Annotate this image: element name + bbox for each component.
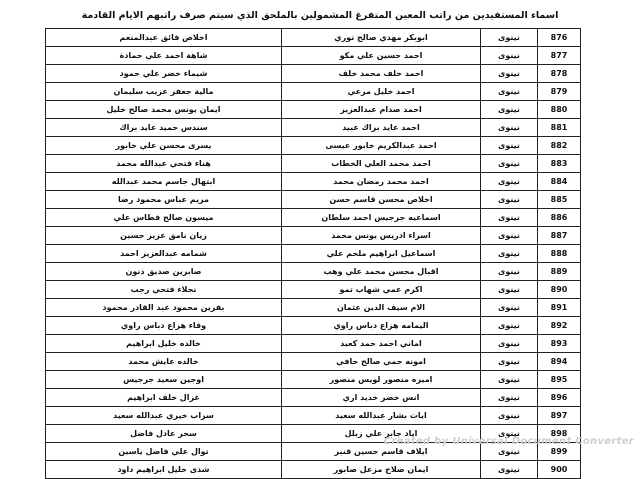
row-number: 878: [538, 65, 581, 83]
table-row: [46, 227, 581, 245]
name-cell: احمد خلف محمد خلف: [282, 65, 481, 83]
governorate-cell: نينوى: [481, 101, 538, 119]
row-number: 881: [538, 119, 581, 137]
second-name-cell: ايمان يونس محمد صالح خليل: [46, 101, 282, 119]
row-number: 880: [538, 101, 581, 119]
second-name-cell: غزال خلف ابراهيم: [46, 389, 282, 407]
row-number: 891: [538, 299, 581, 317]
governorate-cell: نينوى: [481, 209, 538, 227]
table-row: [46, 317, 581, 335]
second-name-cell: ابتهال جاسم محمد عبدالله: [46, 173, 282, 191]
name-cell: اسماعيه جرجيس احمد سلطان: [282, 209, 481, 227]
name-cell: احمد حسين علي مكو: [282, 47, 481, 65]
row-number: 896: [538, 389, 581, 407]
row-number: 897: [538, 407, 581, 425]
row-number: 885: [538, 191, 581, 209]
second-name-cell: سحر عادل فاضل: [46, 425, 282, 443]
governorate-cell: نينوى: [481, 299, 538, 317]
table-row: [46, 299, 581, 317]
name-cell: انس خضر خديد اري: [282, 389, 481, 407]
name-cell: اياد جابر علي زبلل: [282, 425, 481, 443]
second-name-cell: شذى خليل ابراهيم داود: [46, 461, 282, 479]
table-row: [46, 101, 581, 119]
table-row: [46, 281, 581, 299]
second-name-cell: شاهة احمد علي حمادة: [46, 47, 282, 65]
row-number: 900: [538, 461, 581, 479]
name-cell: ابوبكر مهدي صالح نوري: [282, 29, 481, 47]
table-row: [46, 263, 581, 281]
second-name-cell: توال علي فاضل ياسين: [46, 443, 282, 461]
name-cell: اسراء ادريس يونس محمد: [282, 227, 481, 245]
second-name-cell: صابرين صديق ذنون: [46, 263, 282, 281]
row-number: 892: [538, 317, 581, 335]
governorate-cell: نينوى: [481, 353, 538, 371]
table-row: [46, 209, 581, 227]
governorate-cell: نينوى: [481, 191, 538, 209]
table-row: [46, 83, 581, 101]
second-name-cell: مريم عباس محمود رضا: [46, 191, 282, 209]
second-name-cell: يسرى محسن علي خابور: [46, 137, 282, 155]
name-cell: احمد عايد براك عبيد: [282, 119, 481, 137]
row-number: 882: [538, 137, 581, 155]
second-name-cell: شيماء خضر علي حمود: [46, 65, 282, 83]
governorate-cell: نينوى: [481, 119, 538, 137]
name-cell: ايمان صلاح مزعل صابور: [282, 461, 481, 479]
second-name-cell: خالده عايش محمد: [46, 353, 282, 371]
beneficiaries-table: [45, 28, 581, 479]
table-row: [46, 47, 581, 65]
governorate-cell: نينوى: [481, 407, 538, 425]
second-name-cell: سندس حميد عايد براك: [46, 119, 282, 137]
table-row: [46, 371, 581, 389]
name-cell: ايلاف قاسم حسين قنبر: [282, 443, 481, 461]
second-name-cell: مالية جعفر عزيب سليمان: [46, 83, 282, 101]
name-cell: امونه حمي صالح حافي: [282, 353, 481, 371]
table-row: [46, 173, 581, 191]
second-name-cell: وفاء هزاع دباس راوي: [46, 317, 282, 335]
table-row: [46, 461, 581, 479]
table-row: [46, 191, 581, 209]
governorate-cell: نينوى: [481, 29, 538, 47]
second-name-cell: ميسون صالح فطاس علي: [46, 209, 282, 227]
governorate-cell: نينوى: [481, 281, 538, 299]
second-name-cell: اوجين سعيد جرجيس: [46, 371, 282, 389]
row-number: 886: [538, 209, 581, 227]
row-number: 898: [538, 425, 581, 443]
table-row: [46, 353, 581, 371]
table-row: [46, 137, 581, 155]
governorate-cell: نينوى: [481, 65, 538, 83]
row-number: 887: [538, 227, 581, 245]
row-number: 893: [538, 335, 581, 353]
name-cell: اكرم عمي شهاب تمو: [282, 281, 481, 299]
name-cell: اسماعيل ابراهيم ملحم علي: [282, 245, 481, 263]
governorate-cell: نينوى: [481, 335, 538, 353]
row-number: 888: [538, 245, 581, 263]
table-row: [46, 65, 581, 83]
table-row: [46, 119, 581, 137]
governorate-cell: نينوى: [481, 155, 538, 173]
second-name-cell: زيان نامق عزيز حسين: [46, 227, 282, 245]
row-number: 879: [538, 83, 581, 101]
name-cell: ايات بشار عبدالله سعيد: [282, 407, 481, 425]
second-name-cell: شمامه عبدالعزيز احمد: [46, 245, 282, 263]
row-number: 889: [538, 263, 581, 281]
governorate-cell: نينوى: [481, 227, 538, 245]
governorate-cell: نينوى: [481, 443, 538, 461]
row-number: 890: [538, 281, 581, 299]
table-row: [46, 155, 581, 173]
row-number: 899: [538, 443, 581, 461]
name-cell: احمد صدام عبدالعزيز: [282, 101, 481, 119]
name-cell: اليمامه هزاع دباس راوي: [282, 317, 481, 335]
table-row: [46, 407, 581, 425]
row-number: 883: [538, 155, 581, 173]
name-cell: اميره منصور لويس منصور: [282, 371, 481, 389]
name-cell: اقبال محسن محمد علي وهب: [282, 263, 481, 281]
name-cell: الام سيف الدين عثمان: [282, 299, 481, 317]
governorate-cell: نينوى: [481, 371, 538, 389]
table-row: [46, 29, 581, 47]
name-cell: احمد محمد رمضان محمد: [282, 173, 481, 191]
row-number: 884: [538, 173, 581, 191]
table-body: [46, 29, 581, 479]
table-row: [46, 245, 581, 263]
name-cell: احمد محمد العلي الخطاب: [282, 155, 481, 173]
governorate-cell: نينوى: [481, 245, 538, 263]
row-number: 895: [538, 371, 581, 389]
governorate-cell: نينوى: [481, 317, 538, 335]
second-name-cell: بفرين محمود عبد القادر محمود: [46, 299, 282, 317]
governorate-cell: نينوى: [481, 263, 538, 281]
row-number: 894: [538, 353, 581, 371]
governorate-cell: نينوى: [481, 47, 538, 65]
governorate-cell: نينوى: [481, 173, 538, 191]
second-name-cell: سراب خيري عبدالله سعيد: [46, 407, 282, 425]
governorate-cell: نينوى: [481, 461, 538, 479]
row-number: 876: [538, 29, 581, 47]
second-name-cell: هناء فتحي عبدالله محمد: [46, 155, 282, 173]
table-row: [46, 335, 581, 353]
name-cell: احمد عبدالكريم خابور عيسى: [282, 137, 481, 155]
governorate-cell: نينوى: [481, 83, 538, 101]
name-cell: احمد خليل مرعي: [282, 83, 481, 101]
governorate-cell: نينوى: [481, 137, 538, 155]
second-name-cell: نجلاء فتحي رجب: [46, 281, 282, 299]
name-cell: اماني احمد حمد كعيد: [282, 335, 481, 353]
second-name-cell: خالده خليل ابراهيم: [46, 335, 282, 353]
governorate-cell: نينوى: [481, 425, 538, 443]
governorate-cell: نينوى: [481, 389, 538, 407]
page-title: اسماء المستفيدين من راتب المعين المتفرغ المشمولين بالملحق الذي سيتم صرف راتبهم الايام القادمة: [81, 10, 559, 21]
table-row: [46, 389, 581, 407]
name-cell: اخلاص محسن قاسم حسن: [282, 191, 481, 209]
converter-watermark: Created by Universal Document Converter: [383, 436, 634, 447]
second-name-cell: اخلاص فائق عبدالمنعم: [46, 29, 282, 47]
row-number: 877: [538, 47, 581, 65]
